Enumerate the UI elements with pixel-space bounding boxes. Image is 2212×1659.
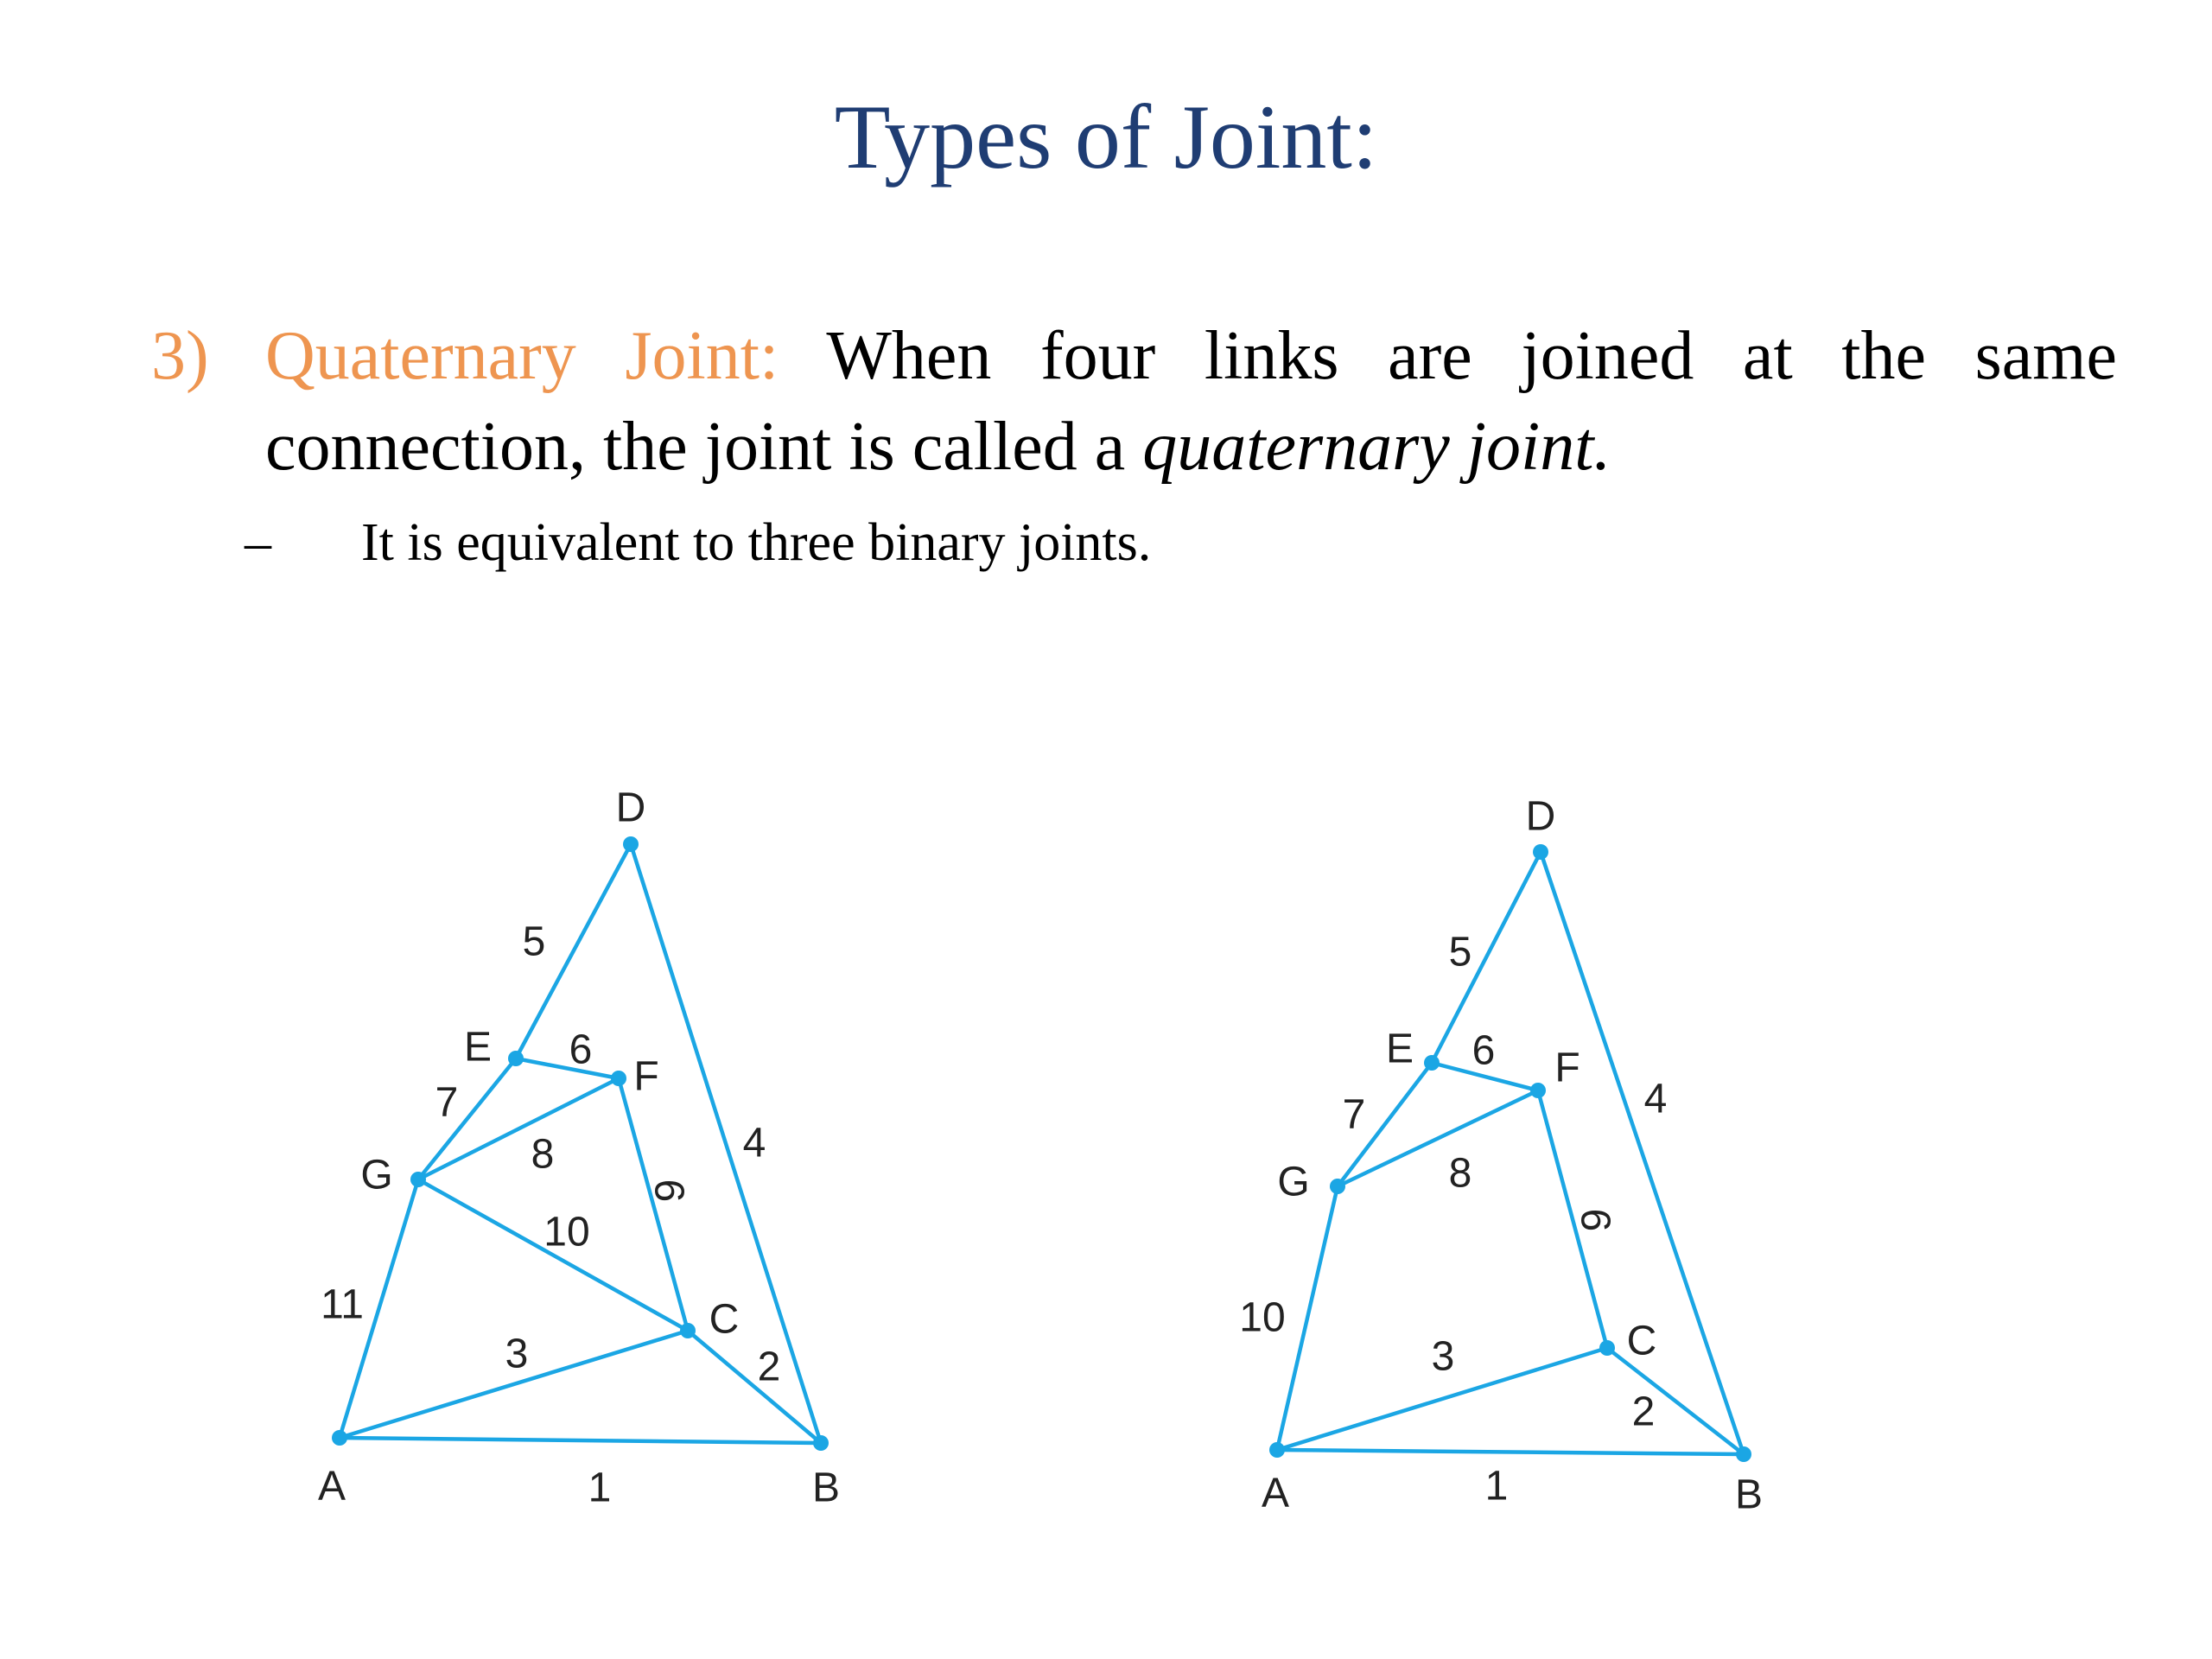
joint-b-dot	[813, 1435, 829, 1451]
link-11-label: 11	[321, 1281, 364, 1328]
bullet-text: When four links are joined at the same connection, the joint is called a	[265, 318, 2117, 485]
link-1-line	[1277, 1450, 1744, 1454]
link-6-label: 6	[569, 1027, 593, 1073]
link-10-label: 10	[543, 1209, 590, 1255]
joint-d-dot	[623, 836, 639, 852]
link-7-label: 7	[435, 1079, 459, 1126]
joint-f-label: F	[1554, 1045, 1580, 1091]
joint-e-label: E	[463, 1024, 493, 1071]
link-8-label: 8	[1448, 1150, 1472, 1197]
joint-g-label: G	[360, 1152, 393, 1198]
link-9-label: 9	[647, 1179, 694, 1203]
link-7-line	[418, 1058, 516, 1179]
joint-a-label: A	[1261, 1470, 1290, 1516]
link-4-line	[631, 844, 821, 1443]
joint-b-label: B	[1734, 1471, 1764, 1518]
link-5-label: 5	[1448, 929, 1472, 976]
joint-f-label: F	[633, 1053, 659, 1100]
link-2-line	[688, 1331, 821, 1443]
link-3-label: 3	[505, 1331, 529, 1377]
joint-d-label: D	[1525, 793, 1556, 840]
link-2-label: 2	[757, 1344, 781, 1390]
italic-term: quaternary joint.	[1142, 409, 1611, 485]
link-6-line	[516, 1058, 619, 1078]
link-9-label: 9	[1573, 1208, 1620, 1232]
joint-c-label: C	[1626, 1318, 1657, 1364]
link-10-line	[1277, 1186, 1338, 1450]
joint-b-dot	[1736, 1446, 1751, 1462]
joint-g-dot	[1330, 1179, 1345, 1194]
joint-e-dot	[508, 1051, 524, 1066]
link-1-label: 1	[1484, 1463, 1509, 1510]
link-6-label: 6	[1471, 1027, 1496, 1074]
joint-g-dot	[410, 1172, 426, 1187]
link-1-line	[340, 1438, 821, 1443]
sub-bullet-text: It is equivalent to three binary joints.	[361, 513, 1152, 572]
link-4-label: 4	[742, 1120, 766, 1166]
link-7-label: 7	[1342, 1091, 1366, 1138]
slide-title: Types of Joint:	[834, 86, 1378, 188]
linkage-diagram-left	[318, 785, 840, 1511]
joint-f-dot	[611, 1071, 626, 1086]
joint-d-label: D	[615, 785, 646, 831]
joint-c-dot	[1599, 1340, 1615, 1356]
link-5-label: 5	[522, 918, 546, 965]
link-1-label: 1	[588, 1465, 612, 1511]
link-10-label: 10	[1239, 1294, 1286, 1341]
joint-a-dot	[332, 1430, 347, 1446]
link-8-label: 8	[531, 1131, 555, 1178]
joint-a-label: A	[317, 1463, 346, 1510]
joint-c-label: C	[709, 1296, 740, 1343]
bullet-number: 3)	[151, 318, 209, 394]
joint-e-label: E	[1385, 1026, 1414, 1072]
link-2-label: 2	[1631, 1389, 1656, 1435]
joint-d-dot	[1533, 844, 1548, 860]
joint-a-dot	[1269, 1442, 1285, 1458]
joint-f-dot	[1530, 1083, 1546, 1098]
linkage-diagram-right	[1239, 794, 1763, 1518]
joint-b-label: B	[811, 1465, 841, 1511]
link-3-label: 3	[1431, 1333, 1455, 1380]
joint-e-dot	[1424, 1055, 1440, 1071]
dash-marker: –	[245, 513, 271, 572]
term-quaternary-joint: Quaternary Joint:	[265, 318, 779, 394]
link-9-line	[619, 1078, 688, 1331]
link-8-line	[1338, 1090, 1538, 1186]
link-4-label: 4	[1643, 1076, 1668, 1122]
joint-g-label: G	[1277, 1159, 1310, 1205]
joint-c-dot	[680, 1323, 696, 1338]
